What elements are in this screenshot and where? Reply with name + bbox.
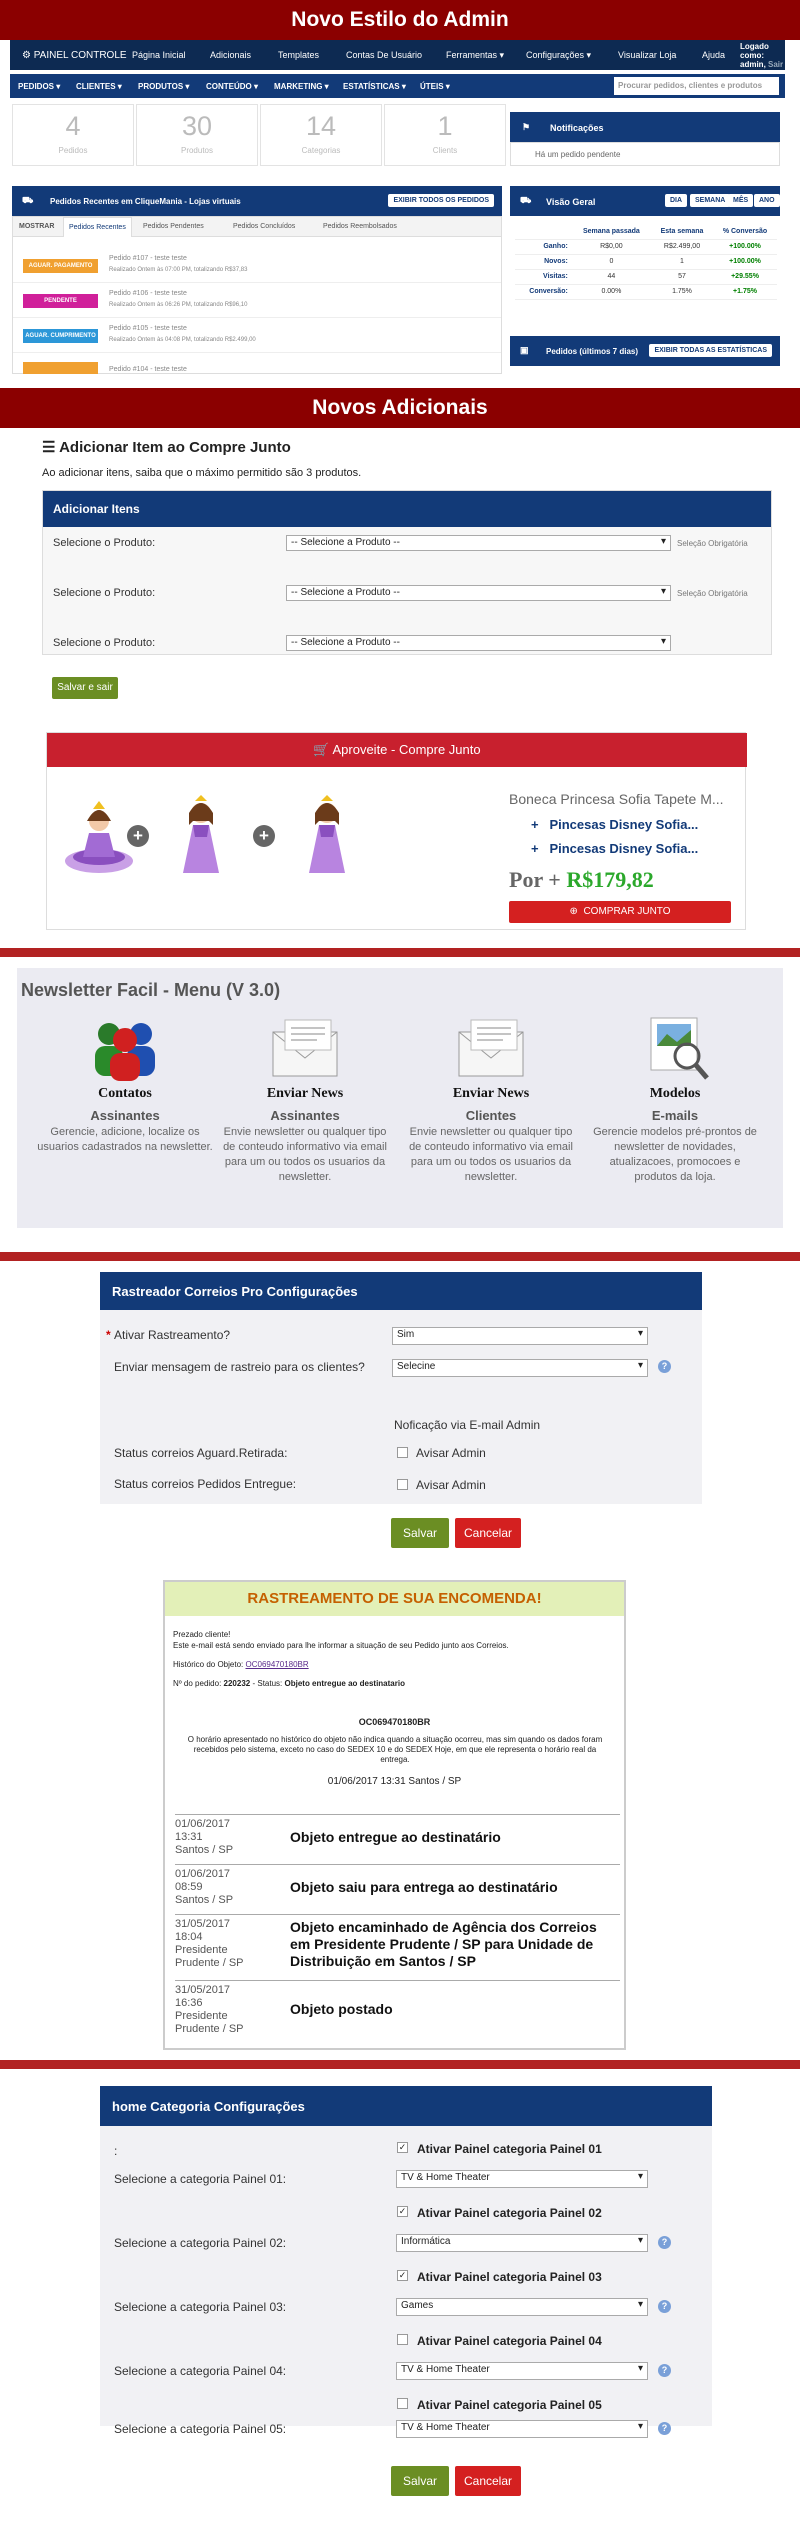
admin-brand[interactable]	[22, 50, 127, 61]
help-icon[interactable]: ?	[658, 2364, 671, 2377]
date-line: 01/06/2017	[175, 1818, 231, 1830]
history-row	[175, 1980, 620, 2046]
plus-icon: +	[127, 825, 149, 847]
date-line: Presidente	[175, 1944, 228, 1956]
tracking-code-link[interactable]: OC069470180BR	[245, 1660, 309, 1669]
order-title: Pedido #104 - teste teste	[109, 366, 187, 373]
history-date	[175, 1818, 290, 1857]
add-items-header: Adicionar Itens	[43, 491, 771, 527]
stat-produtos[interactable]	[136, 104, 258, 166]
panel-04-label: Selecione a categoria Painel 04:	[114, 2364, 287, 2378]
templates-icon	[631, 1016, 719, 1082]
avisar-label: Avisar Admin	[416, 1446, 486, 1460]
required-note: Seleção Obrigatória	[677, 539, 748, 548]
stat-value: 1	[437, 111, 453, 141]
avisar-retirada-checkbox[interactable]	[397, 1447, 408, 1458]
compre-junto-title	[42, 438, 291, 456]
required-note: Seleção Obrigatória	[677, 589, 748, 598]
order-line	[173, 1679, 405, 1688]
date-line: 13:31	[175, 1831, 203, 1843]
order-status: Objeto entregue ao destinatario	[284, 1679, 405, 1688]
newsletter-menu	[17, 968, 783, 1228]
tab-pendentes[interactable]: Pedidos Pendentes	[143, 223, 204, 230]
panel-05-check-label: Ativar Painel categoria Painel 05	[417, 2398, 602, 2412]
cell: +1.75%	[713, 284, 777, 299]
plus-circle-icon: ⊕	[569, 906, 578, 917]
banner-admin: Novo Estilo do Admin	[0, 0, 800, 40]
menu-caption: Enviar News	[452, 1086, 530, 1101]
newsletter-mail-icon	[447, 1016, 535, 1082]
tracking-code: OC069470180BR	[358, 1717, 431, 1727]
nav-produtos[interactable]: PRODUTOS ▾	[138, 82, 190, 91]
buy-together-button[interactable]	[509, 901, 731, 923]
notification-text[interactable]: Há um pedido pendente	[510, 142, 780, 166]
panel-01-select[interactable]: TV & Home Theater ▾	[396, 2170, 648, 2188]
compre-junto-subtitle: Ao adicionar itens, saiba que o máximo permitido são 3 produtos.	[42, 467, 362, 479]
cell: 1.75%	[651, 284, 713, 299]
menu-heading: Assinantes	[90, 1108, 160, 1123]
tracking-email	[163, 1580, 626, 2050]
period-day[interactable]: DIA	[665, 194, 687, 207]
panel-02-checkbox[interactable]: ✓	[398, 2206, 407, 2216]
date-line: 31/05/2017	[175, 1984, 231, 1996]
help-icon[interactable]: ?	[658, 2422, 671, 2435]
stat-label: Produtos	[180, 146, 214, 155]
cell: 44	[572, 269, 651, 284]
send-message-select[interactable]: Selecine ▾	[392, 1359, 648, 1377]
col-header: Esta semana	[651, 224, 713, 239]
rastreador-config	[100, 1272, 702, 1504]
top-item-templates[interactable]: Templates	[278, 50, 320, 60]
compre-junto-header-text: Aproveite - Compre Junto	[332, 742, 481, 757]
activate-select[interactable]: Sim ▾	[392, 1327, 648, 1345]
status-retirada-label: Status correios Aguard.Retirada:	[114, 1446, 288, 1460]
notifications-header	[510, 112, 780, 142]
stat-value: 14	[305, 111, 337, 141]
overview-table	[515, 224, 777, 300]
home-categoria-header: home Categoria Configurações	[100, 2086, 712, 2126]
period-year[interactable]: ANO	[754, 194, 780, 207]
history-row	[175, 1814, 620, 1864]
cell: +100.00%	[713, 239, 777, 254]
help-icon[interactable]: ?	[658, 2236, 671, 2249]
top-item-ajuda[interactable]: Ajuda	[702, 50, 726, 60]
admin-search-input[interactable]: Procurar pedidos, clientes e produtos	[614, 77, 779, 95]
email-greeting: Prezado cliente!	[173, 1630, 231, 1639]
cell: 0.00%	[572, 284, 651, 299]
tabs-label: MOSTRAR	[19, 223, 55, 230]
notifications-title: Notificações	[550, 123, 604, 133]
history-row	[175, 1914, 620, 1980]
nav-estatisticas[interactable]: ESTATÍSTICAS ▾	[343, 82, 406, 91]
compre-junto-title-text: Adicionar Item ao Compre Junto	[59, 439, 291, 456]
colon-label: :	[114, 2144, 118, 2158]
panel-03-check-label: Ativar Painel categoria Painel 03	[417, 2270, 602, 2284]
top-item-adicionais[interactable]: Adicionais	[210, 50, 252, 60]
product-image-1[interactable]	[61, 791, 137, 881]
cell: 1	[651, 254, 713, 269]
panel-02-label: Selecione a categoria Painel 02:	[114, 2236, 287, 2250]
col-header: % Conversão	[713, 224, 777, 239]
stat-value: 30	[181, 111, 213, 141]
stat-label: Pedidos	[58, 146, 88, 155]
menu-caption: Contatos	[98, 1086, 152, 1101]
cell: +100.00%	[713, 254, 777, 269]
save-button[interactable]: Salvar	[391, 1518, 449, 1548]
cell: +29.55%	[713, 269, 777, 284]
history-label: Histórico do Objeto:	[173, 1660, 244, 1669]
product-image-2[interactable]	[163, 791, 239, 881]
date-line: Prudente / SP	[175, 2023, 244, 2035]
order-title: Pedido #105 - teste teste	[109, 325, 187, 332]
plus-icon: +	[253, 825, 275, 847]
contacts-icon	[81, 1016, 169, 1082]
menu-description: Envie newsletter ou qualquer tipo de conteudo informativo via email para um ou todos os usuarios da newsletter.	[223, 1126, 387, 1183]
menu-contatos[interactable]	[37, 1016, 213, 1155]
order-detail: Realizado Ontem às 06:26 PM, totalizando R$96,10	[109, 302, 248, 308]
orders-panel	[12, 216, 502, 374]
orders-title: Pedidos Recentes em CliqueMania - Lojas virtuais	[50, 197, 241, 206]
avisar-entregue-checkbox[interactable]	[397, 1479, 408, 1490]
row-label: Visitas:	[515, 269, 572, 284]
email-intro: Este e-mail está sendo enviado para lhe informar a situação de seu Pedido junto aos Correios.	[173, 1641, 509, 1650]
date-line: Prudente / SP	[175, 1957, 244, 1969]
nav-marketing[interactable]: MARKETING ▾	[274, 82, 329, 91]
menu-modelos[interactable]	[587, 1016, 763, 1185]
orders7-header	[510, 336, 780, 366]
menu-caption: Modelos	[649, 1086, 701, 1101]
row-label: Ganho:	[515, 239, 572, 254]
panel-01-label: Selecione a categoria Painel 01:	[114, 2172, 287, 2186]
cancel-button[interactable]: Cancelar	[455, 1518, 521, 1548]
panel-03-label: Selecione a categoria Painel 03:	[114, 2300, 287, 2314]
help-icon[interactable]: ?	[658, 1360, 671, 1373]
panel-04-check-label: Ativar Painel categoria Painel 04	[417, 2334, 602, 2348]
order-number: 220232	[223, 1679, 251, 1688]
top-item-ferramentas[interactable]: Ferramentas ▾	[446, 50, 505, 60]
order-row[interactable]	[13, 319, 501, 353]
product-select-3[interactable]: -- Selecione a Produto -- ▾	[286, 635, 671, 651]
stat-label: Categorias	[301, 146, 341, 155]
history-date	[175, 1984, 290, 2036]
panel-05-checkbox[interactable]	[397, 2398, 408, 2409]
nav-uteis[interactable]: ÚTEIS ▾	[420, 82, 450, 91]
stat-clientes[interactable]	[384, 104, 506, 166]
top-item-home[interactable]: Página Inicial	[132, 50, 186, 60]
history-status: Objeto postado	[290, 2001, 393, 2017]
help-icon[interactable]: ?	[658, 2300, 671, 2313]
panel-04-select[interactable]: TV & Home Theater ▾	[396, 2362, 648, 2380]
bundle-item-label: Pincesas Disney Sofia...	[549, 817, 699, 832]
cell: R$0,00	[572, 239, 651, 254]
product-label: Selecione o Produto:	[53, 637, 156, 649]
order-row[interactable]	[13, 284, 501, 318]
avisar-label: Avisar Admin	[416, 1478, 486, 1492]
cell: 0	[572, 254, 651, 269]
row-label: Novos:	[515, 254, 572, 269]
period-week[interactable]: SEMANA	[690, 194, 730, 207]
product-name[interactable]: Boneca Princesa Sofia Tapete M...	[509, 791, 724, 807]
panel-01-checkbox[interactable]: ✓	[398, 2142, 407, 2152]
bundle-price	[509, 867, 654, 893]
status-label: - Status:	[252, 1679, 283, 1688]
product-label: Selecione o Produto:	[53, 537, 156, 549]
panel-03-select[interactable]: Games ▾	[396, 2298, 648, 2316]
user-name[interactable]: admin	[740, 60, 764, 69]
orders-tabs	[13, 217, 501, 237]
tab-reembolsados[interactable]: Pedidos Reembolsados	[323, 223, 397, 230]
logged-info: Logado como: admin, Sair	[740, 42, 784, 69]
admin-nav	[10, 74, 785, 98]
date-line: 18:04	[175, 1931, 203, 1943]
status-badge: PENDENTE	[23, 294, 98, 308]
nav-clientes[interactable]: CLIENTES ▾	[76, 82, 122, 91]
compre-junto-header	[47, 733, 747, 767]
date-line: 16:36	[175, 1997, 203, 2009]
last-update: 01/06/2017 13:31 Santos / SP	[327, 1776, 462, 1787]
stat-label: Clients	[432, 146, 458, 155]
order-title: Pedido #107 - teste teste	[109, 255, 187, 262]
menu-heading: Clientes	[465, 1108, 517, 1123]
save-button[interactable]: Salvar	[391, 2466, 449, 2496]
newsletter-mail-icon	[261, 1016, 349, 1082]
period-month[interactable]: MÊS	[728, 194, 753, 207]
date-line: 31/05/2017	[175, 1918, 231, 1930]
tab-recentes[interactable]: Pedidos Recentes	[63, 217, 132, 237]
date-line: Santos / SP	[175, 1894, 234, 1906]
col-header	[515, 224, 572, 239]
product-select-1[interactable]: -- Selecione a Produto -- ▾	[286, 535, 671, 551]
history-status: Objeto saiu para entrega ao destinatário	[290, 1879, 558, 1895]
date-line: 01/06/2017	[175, 1868, 231, 1880]
order-row[interactable]	[13, 249, 501, 283]
history-status: Objeto entregue ao destinatário	[290, 1829, 501, 1845]
top-item-configuracoes[interactable]: Configurações ▾	[526, 50, 592, 60]
order-detail: Realizado Ontem às 07:00 PM, totalizando R$37,83	[109, 267, 248, 273]
history-line	[173, 1660, 309, 1669]
email-note: O horário apresentado no histórico do objeto não indica quando a situação ocorreu, mas sim quando os dados foram recebidos pelo sistema, exceto no caso do SEDEX 10 e do SEDEX Hoje, em que ele representa o horário real da entrega.	[187, 1735, 603, 1764]
status-badge	[23, 362, 98, 374]
panel-02-select[interactable]: Informática ▾	[396, 2234, 648, 2252]
menu-enviar-clientes[interactable]	[403, 1016, 579, 1185]
status-entregue-label: Status correios Pedidos Entregue:	[114, 1477, 297, 1491]
product-image-3[interactable]	[289, 791, 365, 881]
bundle-item-label: Pincesas Disney Sofia...	[549, 841, 699, 856]
row-label: Conversão:	[515, 284, 572, 299]
email-header: RASTREAMENTO DE SUA ENCOMENDA!	[165, 1582, 624, 1616]
send-message-label: Enviar mensagem de rastreio para os clientes?	[114, 1360, 365, 1374]
gear-icon: ⚙	[22, 50, 31, 61]
date-line: Santos / SP	[175, 1844, 234, 1856]
menu-heading: Assinantes	[270, 1108, 340, 1123]
order-label: Nº do pedido:	[173, 1679, 222, 1688]
status-badge: AGUAR. PAGAMENTO	[23, 259, 98, 273]
stat-value: 4	[65, 111, 81, 141]
cell: R$2.499,00	[651, 239, 713, 254]
bundle-item[interactable]: + Pincesas Disney Sofia...	[531, 817, 699, 832]
panel-05-label: Selecione a categoria Painel 05:	[114, 2422, 287, 2436]
newsletter-title: Newsletter Facil - Menu (V 3.0)	[21, 980, 281, 1000]
history-row	[175, 1864, 620, 1914]
menu-description: Gerencie, adicione, localize os usuarios cadastrados na newsletter.	[37, 1126, 213, 1153]
history-status: Objeto encaminhado de Agência dos Correios em Presidente Prudente / SP para Unidade de Distribuição em Santos / SP	[290, 1919, 597, 1969]
price-prefix: Por +	[509, 867, 561, 892]
menu-caption: Enviar News	[266, 1086, 344, 1101]
banner-adicionais: Novos Adicionais	[0, 388, 800, 428]
chart-icon: ▣	[520, 345, 529, 355]
overview-title: Visão Geral	[546, 197, 596, 207]
stat-categorias[interactable]	[260, 104, 382, 166]
panel-04-checkbox[interactable]	[397, 2334, 408, 2345]
col-header: Semana passada	[572, 224, 651, 239]
bundle-item[interactable]: + Pincesas Disney Sofia...	[531, 841, 699, 856]
buy-together-label: COMPRAR JUNTO	[583, 906, 671, 917]
cell: 57	[651, 269, 713, 284]
orders-header	[12, 186, 502, 216]
order-detail: Realizado Ontem às 04:08 PM, totalizando R$2.499,00	[109, 337, 256, 343]
brand-label: PAINEL CONTROLE	[33, 50, 127, 61]
top-item-contas[interactable]: Contas De Usuário	[346, 50, 423, 60]
home-categoria-config	[100, 2086, 712, 2426]
logout-link[interactable]: Sair	[768, 60, 784, 69]
menu-enviar-assinantes[interactable]	[217, 1016, 393, 1185]
status-badge: AGUAR. CUMPRIMENTO	[23, 329, 98, 343]
rastreador-header: Rastreador Correios Pro Configurações	[100, 1272, 702, 1310]
divider	[0, 2060, 800, 2069]
list-icon: ☰	[42, 439, 56, 456]
panel-02-check-label: Ativar Painel categoria Painel 02	[417, 2206, 602, 2220]
view-all-stats-button[interactable]: EXIBIR TODAS AS ESTATÍSTICAS	[649, 344, 772, 357]
date-line: Presidente	[175, 2010, 228, 2022]
required-marker: *	[106, 1328, 111, 1342]
cancel-button[interactable]: Cancelar	[455, 2466, 521, 2496]
cart-icon: 🛒	[313, 742, 330, 757]
view-all-orders-button[interactable]: EXIBIR TODOS OS PEDIDOS	[388, 194, 494, 207]
add-items-box	[42, 490, 772, 655]
notification-section-label: Noficação via E-mail Admin	[394, 1418, 541, 1432]
top-item-visualizar-loja[interactable]: Visualizar Loja	[618, 50, 677, 60]
order-title: Pedido #106 - teste teste	[109, 290, 187, 297]
overview-header	[510, 186, 780, 216]
product-select-2[interactable]: -- Selecione a Produto -- ▾	[286, 585, 671, 601]
logged-label: Logado como:	[740, 42, 769, 60]
panel-05-select[interactable]: TV & Home Theater ▾	[396, 2420, 648, 2438]
cart-icon: ⛟	[520, 195, 532, 205]
activate-label: Ativar Rastreamento?	[114, 1328, 231, 1342]
admin-topbar	[10, 40, 785, 70]
menu-description: Gerencie modelos pré-prontos de newsletter de novidades, atualizacoes, promocoes e produtos da loja.	[593, 1126, 757, 1183]
menu-description: Envie newsletter ou qualquer tipo de conteudo informativo via email para um ou todos os usuarios da newsletter.	[409, 1126, 573, 1183]
save-and-exit-button[interactable]: Salvar e sair	[52, 677, 118, 699]
orders7-title: Pedidos (últimos 7 dias)	[546, 347, 639, 356]
divider	[0, 948, 800, 957]
date-line: 08:59	[175, 1881, 203, 1893]
order-row[interactable]	[13, 354, 501, 374]
menu-heading: E-mails	[651, 1108, 699, 1123]
history-date	[175, 1868, 290, 1907]
nav-conteudo[interactable]: CONTEÚDO ▾	[206, 82, 259, 91]
product-label: Selecione o Produto:	[53, 587, 156, 599]
panel-01-check-label: Ativar Painel categoria Painel 01	[417, 2142, 602, 2156]
tab-concluidos[interactable]: Pedidos Concluídos	[233, 223, 296, 230]
cart-icon: ⛟	[22, 195, 34, 205]
divider	[0, 1252, 800, 1261]
compre-junto-card	[46, 732, 746, 930]
price-value: R$179,82	[566, 867, 654, 892]
panel-03-checkbox[interactable]: ✓	[398, 2270, 407, 2280]
stat-pedidos[interactable]	[12, 104, 134, 166]
nav-pedidos[interactable]: PEDIDOS ▾	[18, 82, 61, 91]
history-date	[175, 1918, 290, 1970]
flag-icon: ⚑	[522, 122, 531, 132]
